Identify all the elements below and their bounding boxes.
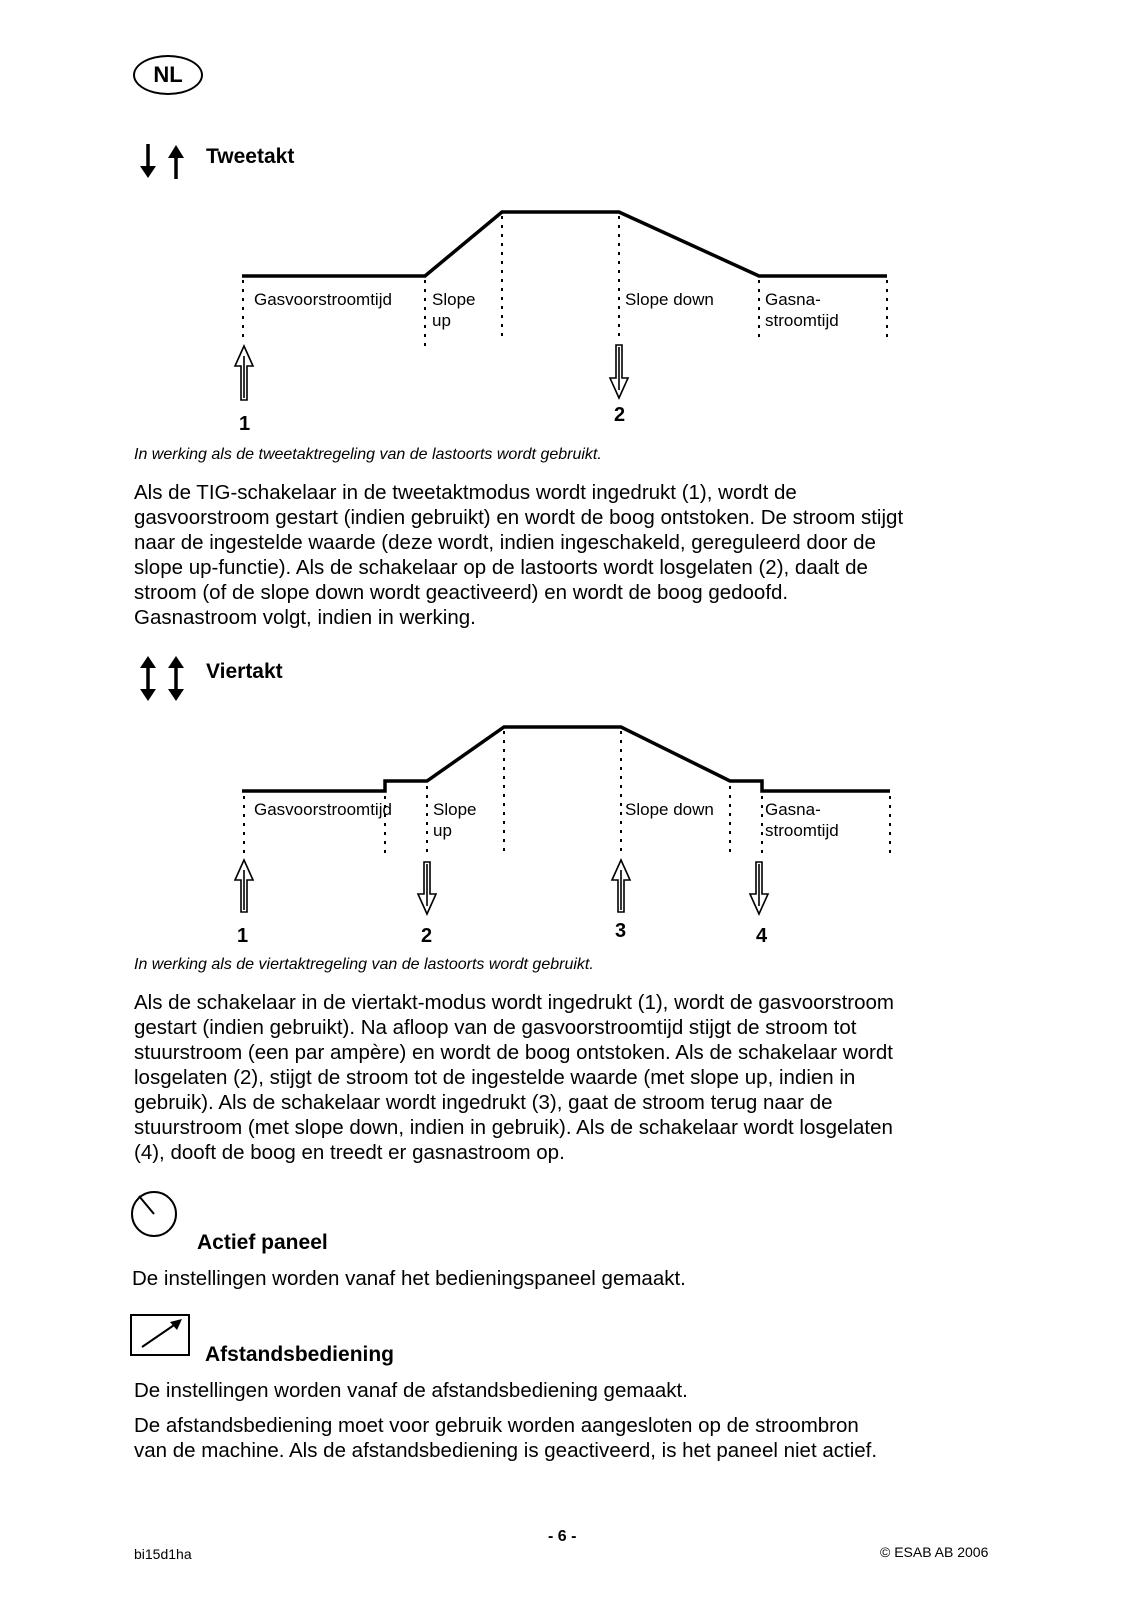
- tweetakt-caption: In werking als de tweetaktregeling van de lastoorts wordt gebruikt.: [134, 446, 602, 463]
- tweetakt-label-slope-up-1: Slope: [432, 290, 476, 309]
- tweetakt-label-slope-down: Slope down: [625, 290, 714, 309]
- press-up-arrow-3-icon: [612, 860, 630, 912]
- viertakt-label-gas-post-1: Gasna-: [765, 800, 821, 819]
- tweetakt-paragraph: Als de TIG-schakelaar in de tweetaktmodus wordt ingedrukt (1), wordt de gasvoorstroom gestart (indien gebruikt) en wordt de boog ontstoken. De stroom stijgt naar de ingestelde waarde (deze wordt, indien ingeschakeld, gereguleerd door de slope up-functie). Als de schakelaar op de lastoorts wordt losgelaten (2), daalt de stroom (of de slope down wordt geactiveerd) en wordt de boog gedoofd. Gasnastroom volgt, indien in werking.: [134, 481, 904, 629]
- viertakt-paragraph: Als de schakelaar in de viertakt-modus wordt ingedrukt (1), wordt de gasvoorstroom gestart (indien gebruikt). Na afloop van de gasvoorstroomtijd stijgt de stroom tot stuurstroom (een par ampère) en wordt de boog ontstoken. Als de schakelaar wordt losgelaten (2), stijgt de stroom tot de ingestelde waarde (met slope up, indien in gebruik). Als de schakelaar wordt ingedrukt (3), gaat de stroom terug naar de stuurstroom (met slope down, indien in gebruik). Als de schakelaar wordt losgelaten (4), dooft de boog en treedt er gasnastroom op.: [134, 991, 894, 1164]
- viertakt-label-slope-down: Slope down: [625, 800, 714, 819]
- actief-heading: Actief paneel: [197, 1231, 328, 1254]
- tweetakt-label-gas-post-1: Gasna-: [765, 290, 821, 309]
- viertakt-number-4: 4: [756, 925, 768, 947]
- tweetakt-label-slope-up-2: up: [432, 311, 451, 330]
- copyright: © ESAB AB 2006: [880, 1544, 989, 1560]
- actief-text: De instellingen worden vanaf het bedieningspaneel gemaakt.: [132, 1267, 686, 1290]
- afstand-text-2: De afstandsbediening moet voor gebruik worden aangesloten op de stroombron van de machine. Als de afstandsbediening is geactiveerd, is het paneel niet actief.: [134, 1414, 878, 1462]
- viertakt-heading: Viertakt: [206, 660, 283, 683]
- tweetakt-number-2: 2: [614, 404, 626, 426]
- viertakt-number-2: 2: [421, 925, 433, 947]
- remote-control-icon: [130, 1313, 192, 1357]
- viertakt-label-gas-pre: Gasvoorstroomtijd: [254, 800, 392, 819]
- tweetakt-heading: Tweetakt: [206, 145, 295, 168]
- afstand-heading: Afstandsbediening: [205, 1343, 395, 1366]
- afstand-text-1: De instellingen worden vanaf de afstandsbediening gemaakt.: [134, 1379, 688, 1402]
- viertakt-label-gas-post-2: stroomtijd: [765, 821, 839, 840]
- dial-knob-icon: [130, 1190, 180, 1240]
- tweetakt-number-1: 1: [239, 413, 251, 435]
- viertakt-label-slope-up-1: Slope: [433, 800, 477, 819]
- language-badge: NL: [133, 55, 203, 95]
- viertakt-label-slope-up-2: up: [433, 821, 452, 840]
- page-number: - 6 -: [548, 1528, 577, 1545]
- release-down-arrow-4-icon: [750, 862, 768, 914]
- viertakt-number-3: 3: [615, 920, 627, 942]
- doc-code: bi15d1ha: [134, 1546, 192, 1562]
- release-down-arrow-2-icon: [418, 862, 436, 914]
- tweetakt-label-gas-post-2: stroomtijd: [765, 311, 839, 330]
- press-up-arrow-1-icon: [235, 860, 253, 912]
- viertakt-caption: In werking als de viertaktregeling van de lastoorts wordt gebruikt.: [134, 956, 594, 973]
- viertakt-number-1: 1: [237, 925, 249, 947]
- tweetakt-label-gas-pre: Gasvoorstroomtijd: [254, 290, 392, 309]
